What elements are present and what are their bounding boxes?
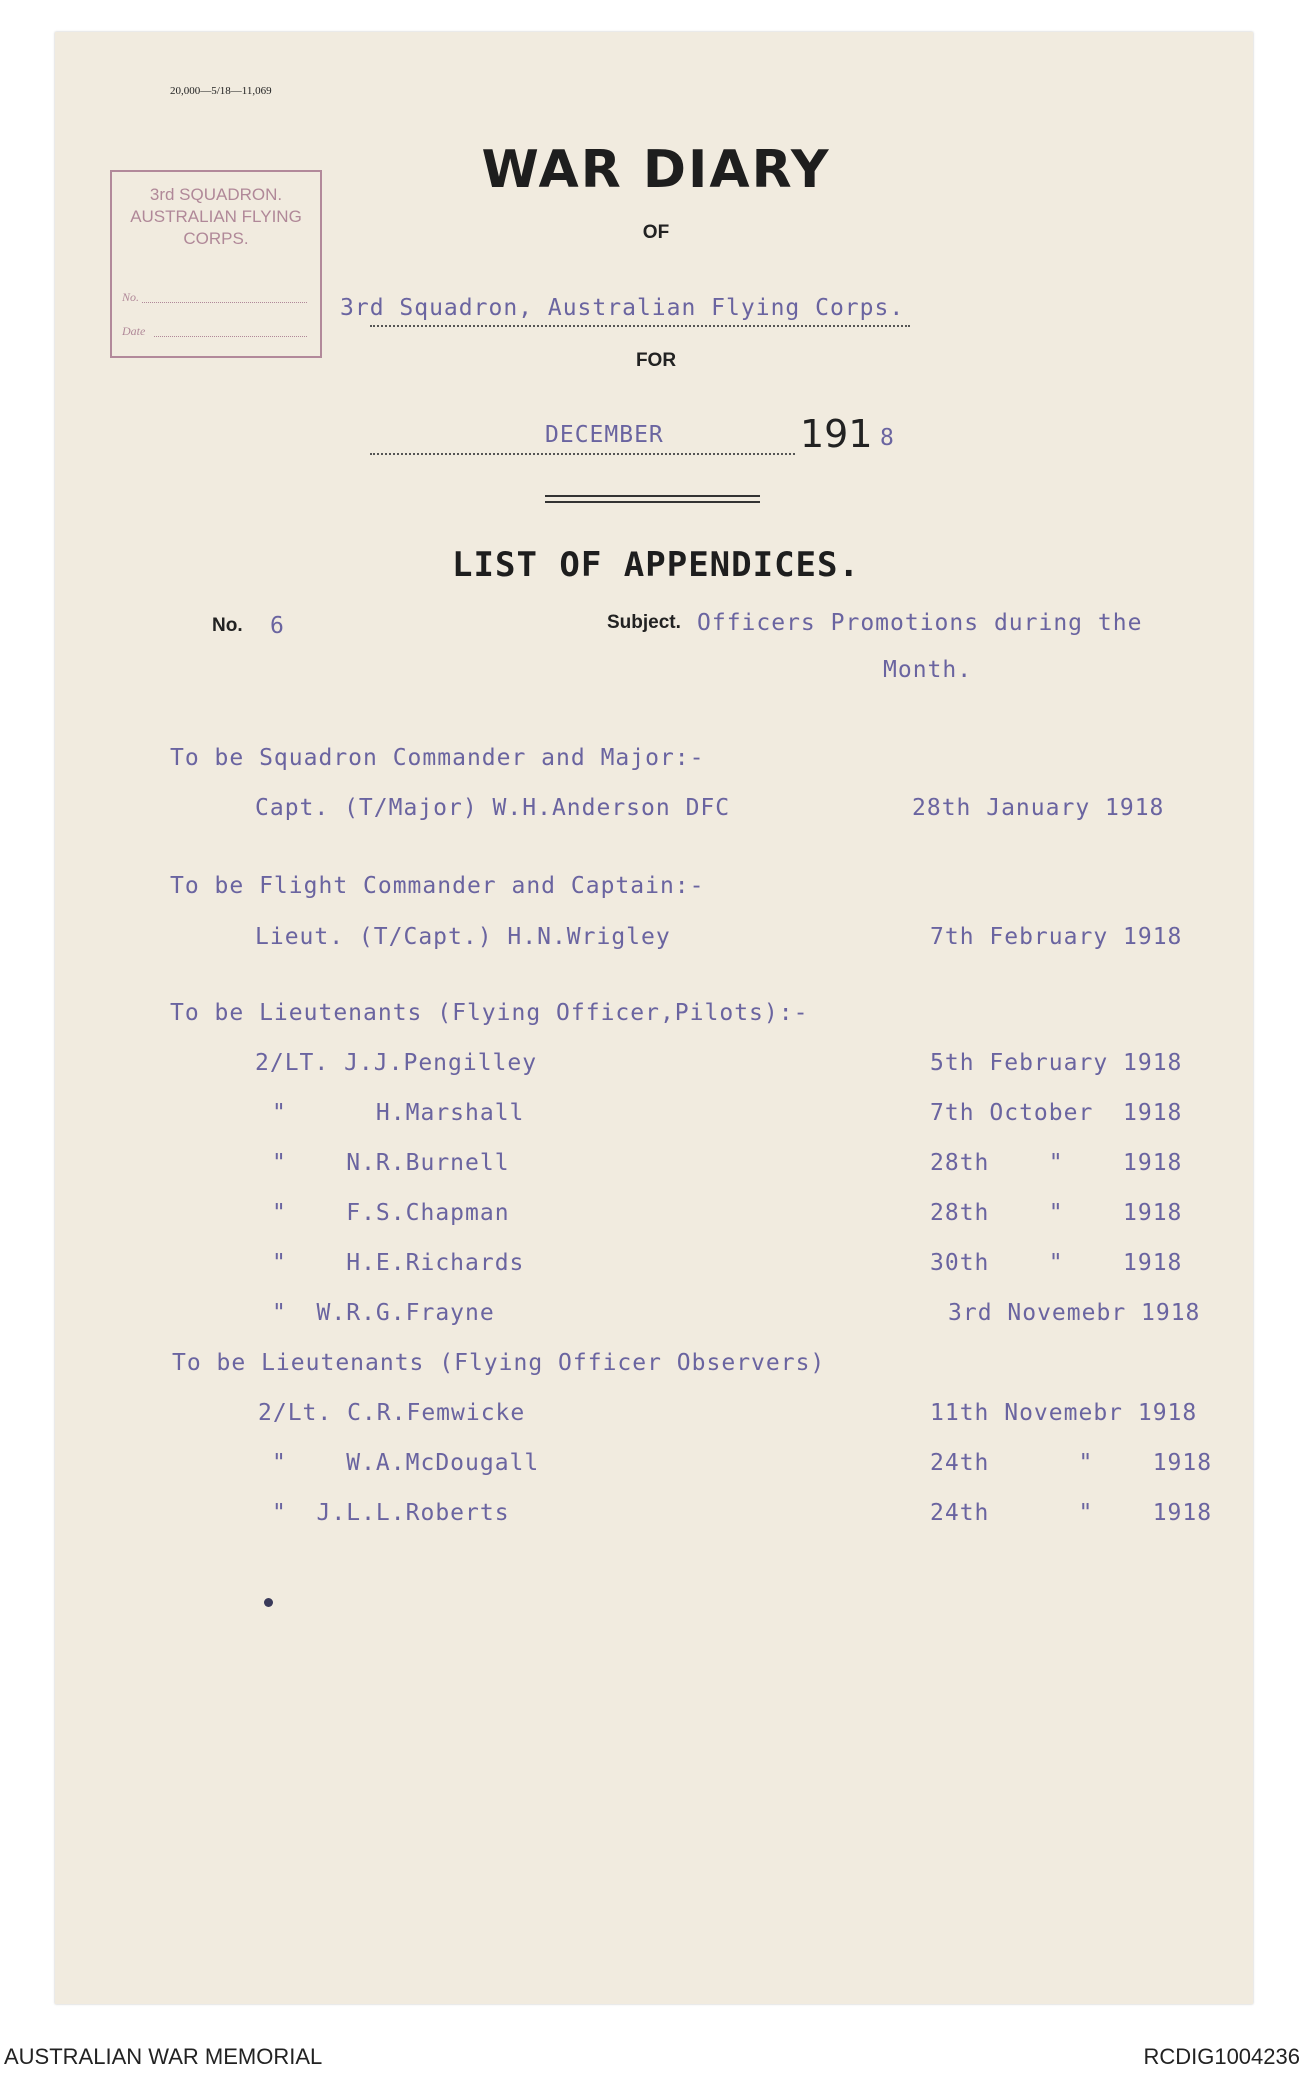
print-number: 20,000—5/18—11,069 [170, 85, 272, 97]
entry-date: 7th February 1918 [930, 924, 1183, 950]
month-dotted-line [370, 453, 795, 455]
entry-name: Lieut. (T/Capt.) H.N.Wrigley [255, 924, 671, 950]
ink-dot [264, 1598, 273, 1607]
subject-line-1: Officers Promotions during the [697, 610, 1143, 636]
stamp-dotted-line [142, 302, 307, 303]
stamp-dotted-line [154, 336, 307, 337]
entry-name: " J.L.L.Roberts [272, 1500, 510, 1526]
entry-date: 28th " 1918 [930, 1200, 1183, 1226]
list-of-appendices-heading: LIST OF APPENDICES. [452, 545, 860, 585]
entry-date: 3rd Novemebr 1918 [948, 1300, 1201, 1326]
double-rule-bottom [545, 501, 760, 503]
subject-label: Subject. [607, 612, 681, 633]
entry-date: 28th " 1918 [930, 1150, 1183, 1176]
entry-date: 30th " 1918 [930, 1250, 1183, 1276]
stamp-line-3: CORPS. [183, 229, 249, 248]
stamp-date-label: Date [122, 324, 146, 338]
for-label: FOR [635, 350, 677, 371]
year-prefix: 191 [800, 412, 873, 456]
entry-name: " N.R.Burnell [272, 1150, 510, 1176]
stamp-line-2: AUSTRALIAN FLYING [130, 207, 302, 226]
section-heading: To be Lieutenants (Flying Officer,Pilots):- [170, 1000, 809, 1026]
entry-name: Capt. (T/Major) W.H.Anderson DFC [255, 795, 731, 821]
section-heading: To be Squadron Commander and Major:- [170, 745, 705, 771]
document-title: WAR DIARY [481, 140, 831, 200]
unit-name: 3rd Squadron, Australian Flying Corps. [340, 295, 905, 321]
footer-id: RCDIG1004236 [1143, 2044, 1300, 2069]
entry-name: " H.E.Richards [272, 1250, 525, 1276]
entry-name: " F.S.Chapman [272, 1200, 510, 1226]
entry-name: " W.A.McDougall [272, 1450, 540, 1476]
entry-date: 11th Novemebr 1918 [930, 1400, 1198, 1426]
entry-date: 24th " 1918 [930, 1450, 1213, 1476]
month-value: DECEMBER [545, 422, 664, 448]
entry-date: 7th October 1918 [930, 1100, 1183, 1126]
year-suffix: 8 [880, 425, 895, 451]
entry-name: " H.Marshall [272, 1100, 525, 1126]
footer-source: AUSTRALIAN WAR MEMORIAL [4, 2044, 323, 2069]
subject-line-2: Month. [883, 657, 973, 683]
stamp-line-1: 3rd SQUADRON. [149, 185, 283, 204]
entry-date: 28th January 1918 [912, 795, 1165, 821]
number-value: 6 [270, 613, 285, 639]
number-label: No. [212, 615, 243, 636]
of-label: OF [642, 222, 670, 243]
entry-date: 24th " 1918 [930, 1500, 1213, 1526]
entry-name: " W.R.G.Frayne [272, 1300, 495, 1326]
entry-name: 2/Lt. C.R.Femwicke [258, 1400, 526, 1426]
double-rule-top [545, 495, 760, 497]
section-heading: To be Lieutenants (Flying Officer Observers) [172, 1350, 826, 1376]
entry-name: 2/LT. J.J.Pengilley [255, 1050, 538, 1076]
stamp-no-label: No. [122, 290, 140, 304]
section-heading: To be Flight Commander and Captain:- [170, 873, 705, 899]
unit-dotted-line [370, 325, 910, 327]
entry-date: 5th February 1918 [930, 1050, 1183, 1076]
